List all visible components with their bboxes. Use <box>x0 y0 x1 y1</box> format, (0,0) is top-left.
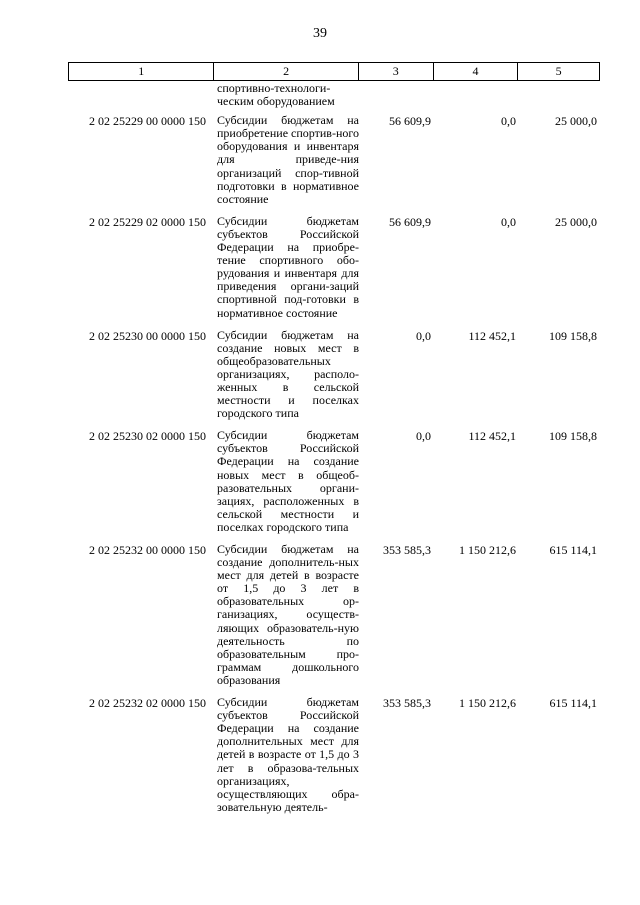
table-row <box>68 429 600 534</box>
table-row <box>68 696 600 814</box>
value-col4-cell: 1 150 212,6 <box>459 543 516 557</box>
table-row <box>68 329 600 421</box>
column-header-5: 5 <box>555 64 562 78</box>
value-col4-cell: 0,0 <box>501 114 516 129</box>
table-row <box>68 215 600 320</box>
name-cell: Субсидии бюджетам на создание новых мест в общеобразовательных организациях, располо-женных в сельской местности и поселках городского типа <box>217 327 359 421</box>
code-cell: 2 02 25230 02 0000 150 <box>89 429 206 444</box>
table-body <box>68 82 600 823</box>
value-col3-cell: 56 609,9 <box>389 214 431 229</box>
value-col5-cell: 25 000,0 <box>555 214 597 229</box>
column-header-3: 3 <box>359 63 434 80</box>
value-col3-cell: 353 585,3 <box>383 543 431 557</box>
name-cell: Субсидии бюджетам субъектов Российской Федерации на создание дополнительных мест для детей в возрасте от 1,5 до 3 лет в образова-тельных организациях, осуществляющих обра-зовательную деятель- <box>217 695 359 814</box>
column-header-2: 2 <box>214 63 358 80</box>
code-cell <box>68 82 214 108</box>
value-col3-cell: 0,0 <box>416 429 431 444</box>
table-row <box>68 543 600 687</box>
value-col3-cell: 353 585,3 <box>383 696 431 711</box>
value-col5-cell: 615 114,1 <box>549 543 597 557</box>
value-col5-cell: 615 114,1 <box>549 696 597 711</box>
value-col5-cell: 25 000,0 <box>555 114 597 129</box>
name-cell: Субсидии бюджетам субъектов Российской Федерации на создание новых мест в общеоб-разовательных органи-зациях, расположенных в сельской местности и поселках городского типа <box>217 428 359 534</box>
code-cell: 2 02 25229 02 0000 150 <box>89 214 206 229</box>
value-col4-cell: 1 150 212,6 <box>459 696 516 711</box>
table-rows <box>68 114 600 814</box>
code-cell: 2 02 25229 00 0000 150 <box>89 114 206 129</box>
value-col5-cell: 109 158,8 <box>549 429 597 444</box>
name-cell: Субсидии бюджетам субъектов Российской Федерации на приобре-тение спортивного обо-рудования и инвентаря для приведения органи-заций спортивной под-готовки в нормативное состояние <box>217 213 359 320</box>
column-header-1: 1 <box>69 63 214 80</box>
table-header <box>68 62 600 81</box>
page-number: 39 <box>313 26 327 41</box>
code-cell: 2 02 25232 00 0000 150 <box>89 543 206 557</box>
code-cell: 2 02 25230 00 0000 150 <box>89 328 206 343</box>
name-cell: Субсидии бюджетам на приобретение спортив-ного оборудования и инвентаря для приведе-ния организаций спор-тивной подготовки в нормативное состояние <box>217 113 359 206</box>
value-col4-cell: 112 452,1 <box>468 328 516 343</box>
name-cell: спортивно-технологи- ческим оборудованием <box>217 81 335 109</box>
value-col5-cell: 109 158,8 <box>549 328 597 343</box>
table-row <box>68 114 600 206</box>
name-cell: Субсидии бюджетам на создание дополнитель-ных мест для детей в возрасте от 1,5 до 3 лет в образовательных ор-ганизациях, осуществ-ляющих образователь-ную деятельность по образовательным про-граммам дошкольного образования <box>217 542 359 687</box>
value-col4-cell: 0,0 <box>501 214 516 229</box>
value-col3-cell: 56 609,9 <box>389 114 431 129</box>
continuation-row <box>68 82 600 108</box>
column-header-4: 4 <box>434 63 519 80</box>
value-col3-cell: 0,0 <box>416 328 431 343</box>
value-col4-cell: 112 452,1 <box>468 429 516 444</box>
code-cell: 2 02 25232 02 0000 150 <box>89 696 206 711</box>
